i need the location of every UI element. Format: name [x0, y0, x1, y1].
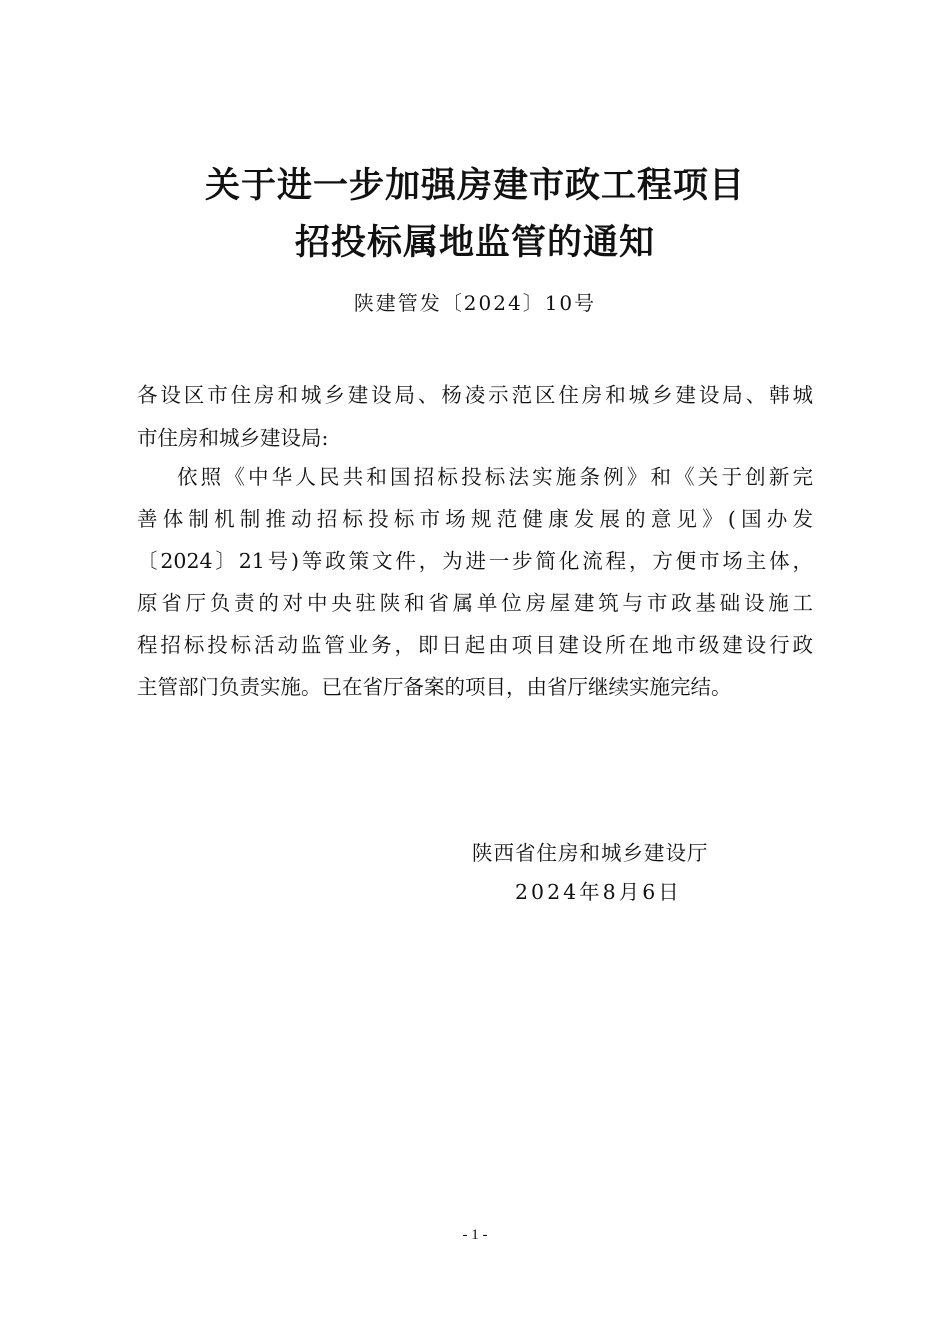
body-line-1: 依照《中华人民共和国招标投标法实施条例》和《关于创新完 [177, 465, 813, 489]
document-title-line-2: 招投标属地监管的通知 [294, 222, 655, 263]
page-number: - 1 - [462, 1227, 488, 1243]
body-line-3: 〔2024〕21号)等政策文件，为进一步简化流程，方便市场主体， [137, 549, 813, 573]
addressee-line-2: 市住房和城乡建设局: [137, 426, 329, 450]
document-number: 陕建管发〔2024〕10号 [353, 291, 597, 315]
body-line-6: 主管部门负责实施。已在省厅备案的项目，由省厅继续实施完结。 [137, 675, 732, 699]
body-line-2: 善体制机制推动招标投标市场规范健康发展的意见》(国办发 [137, 507, 813, 531]
signature-date: 2024年8月6日 [515, 880, 682, 904]
addressee-line-1: 各设区市住房和城乡建设局、杨凌示范区住房和城乡建设局、韩城 [137, 383, 813, 407]
signature-organization: 陕西省住房和城乡建设厅 [472, 841, 709, 865]
body-line-4: 原省厅负责的对中央驻陕和省属单位房屋建筑与市政基础设施工 [137, 591, 813, 615]
body-line-5: 程招标投标活动监管业务，即日起由项目建设所在地市级建设行政 [137, 633, 813, 657]
document-title-line-1: 关于进一步加强房建市政工程项目 [204, 165, 745, 206]
